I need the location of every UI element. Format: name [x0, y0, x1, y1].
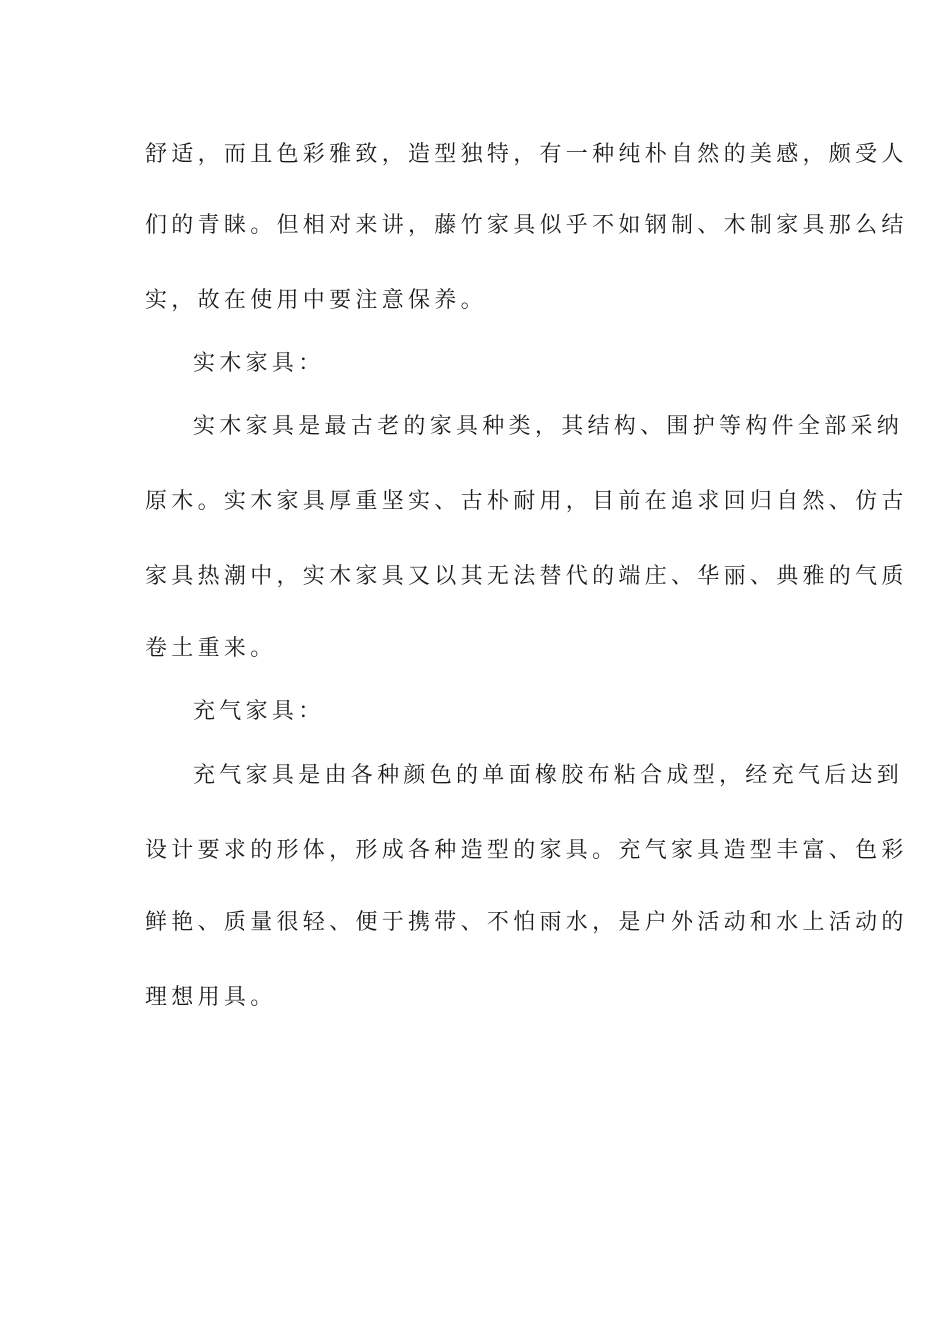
- paragraph-line: 们的青睐。但相对来讲，藤竹家具似乎不如钢制、木制家具那么结: [145, 213, 908, 238]
- paragraph-line: 理想用具。: [145, 985, 277, 1010]
- paragraph-line: 实木家具是最古老的家具种类，其结构、围护等构件全部采纳: [193, 414, 904, 439]
- section-heading-inflatable: 充气家具：: [193, 699, 325, 724]
- paragraph-line: 充气家具是由各种颜色的单面橡胶布粘合成型，经充气后达到: [193, 763, 904, 788]
- paragraph-line: 实，故在使用中要注意保养。: [145, 288, 487, 313]
- paragraph-line: 原木。实木家具厚重坚实、古朴耐用，目前在追求回归自然、仿古: [145, 489, 908, 514]
- paragraph-line: 舒适，而且色彩雅致，造型独特，有一种纯朴自然的美感，颇受人: [145, 142, 908, 167]
- paragraph-line: 鲜艳、质量很轻、便于携带、不怕雨水，是户外活动和水上活动的: [145, 910, 908, 935]
- paragraph-line: 家具热潮中，实木家具又以其无法替代的端庄、华丽、典雅的气质: [145, 564, 908, 589]
- paragraph-line: 设计要求的形体，形成各种造型的家具。充气家具造型丰富、色彩: [145, 838, 908, 863]
- section-heading-solid-wood: 实木家具：: [193, 351, 325, 376]
- paragraph-line: 卷土重来。: [145, 636, 277, 661]
